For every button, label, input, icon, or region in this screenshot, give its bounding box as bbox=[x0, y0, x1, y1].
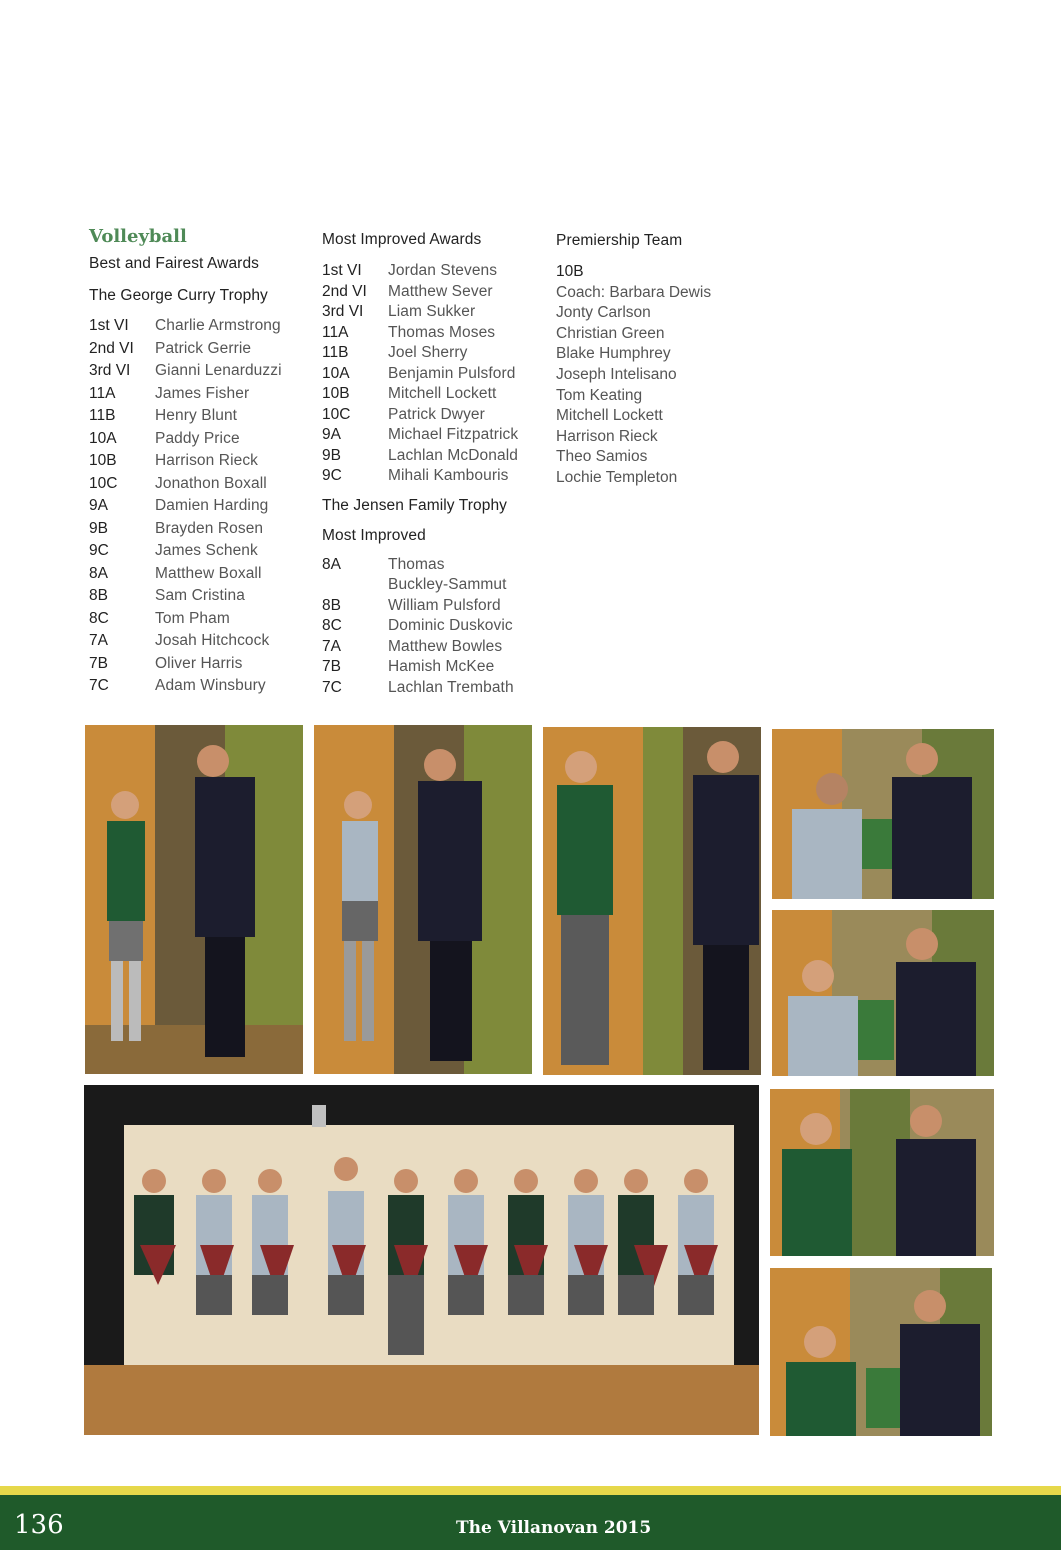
table-row bbox=[89, 585, 309, 608]
row-label: 11A bbox=[89, 384, 116, 402]
row-label: 11A bbox=[322, 323, 349, 341]
premiership-list bbox=[556, 262, 756, 489]
row-name: Gianni Lenarduzzi bbox=[155, 362, 282, 379]
table-row bbox=[322, 261, 542, 282]
table-row bbox=[322, 616, 542, 637]
row-label: 1st VI bbox=[89, 317, 129, 334]
row-name: Sam Cristina bbox=[155, 587, 245, 604]
table-row bbox=[322, 575, 542, 596]
table-row bbox=[322, 446, 542, 467]
row-label: 10C bbox=[89, 474, 118, 492]
list-item: Coach: Barbara Dewis bbox=[556, 283, 712, 301]
publication-title: The Villanovan 2015 bbox=[456, 1518, 652, 1538]
row-name: Lachlan McDonald bbox=[388, 446, 518, 464]
footer-stripe bbox=[0, 1486, 1061, 1495]
photo-team-group bbox=[84, 1085, 759, 1435]
table-row bbox=[89, 630, 309, 653]
table-row bbox=[322, 323, 542, 344]
row-label: 8B bbox=[322, 596, 341, 614]
table-row bbox=[89, 563, 309, 586]
row-label: 10B bbox=[89, 452, 117, 469]
table-row bbox=[322, 425, 542, 446]
row-label: 2nd VI bbox=[322, 282, 367, 300]
table-row bbox=[322, 466, 542, 487]
row-name: Adam Winsbury bbox=[155, 677, 266, 694]
row-label: 7A bbox=[89, 632, 108, 649]
row-label bbox=[322, 575, 388, 596]
list-item: Blake Humphrey bbox=[556, 345, 671, 363]
photo-presentation-3 bbox=[543, 727, 761, 1075]
table-row bbox=[89, 383, 309, 406]
row-name: Harrison Rieck bbox=[155, 452, 259, 469]
most-improved-table bbox=[322, 261, 542, 487]
row-label: 10A bbox=[322, 364, 350, 382]
row-label: 2nd VI bbox=[89, 339, 134, 357]
photo-presentation-4 bbox=[772, 729, 994, 899]
table-row bbox=[322, 282, 542, 303]
row-label: 9B bbox=[89, 519, 108, 537]
most-improved-heading: Most Improved Awards bbox=[322, 231, 482, 248]
table-row bbox=[89, 608, 309, 631]
row-name: Michael Fitzpatrick bbox=[388, 426, 519, 443]
row-name: Benjamin Pulsford bbox=[388, 364, 516, 382]
list-item: Lochie Templeton bbox=[556, 468, 678, 486]
row-label: 8C bbox=[89, 609, 109, 627]
row-name: Joel Sherry bbox=[388, 344, 468, 361]
row-label: 10B bbox=[322, 385, 350, 402]
row-name: Lachlan Trembath bbox=[388, 678, 514, 696]
best-fairest-heading: Best and Fairest Awards bbox=[89, 255, 260, 272]
best-fairest-table bbox=[89, 315, 309, 698]
row-name: Dominic Duskovic bbox=[388, 617, 513, 634]
table-row bbox=[322, 637, 542, 658]
table-row bbox=[89, 473, 309, 496]
table-row bbox=[322, 364, 542, 385]
row-name: Henry Blunt bbox=[155, 407, 238, 424]
list-item: Mitchell Lockett bbox=[556, 407, 663, 425]
section-title-volleyball: Volleyball bbox=[89, 226, 187, 247]
row-name: Buckley-Sammut bbox=[388, 576, 507, 593]
row-label: 9C bbox=[322, 467, 342, 484]
row-name: Thomas Moses bbox=[388, 323, 496, 341]
table-row bbox=[89, 338, 309, 361]
table-row bbox=[89, 450, 309, 473]
row-name: Brayden Rosen bbox=[155, 519, 264, 537]
jensen-trophy-heading: The Jensen Family Trophy bbox=[322, 496, 508, 514]
jensen-most-improved-subheading: Most Improved bbox=[322, 526, 426, 544]
table-row bbox=[322, 302, 542, 323]
table-row bbox=[89, 675, 309, 698]
row-label: 7B bbox=[89, 654, 108, 672]
row-label: 11B bbox=[322, 344, 349, 361]
row-name: Matthew Sever bbox=[388, 282, 493, 300]
row-name: Mihali Kambouris bbox=[388, 467, 509, 484]
list-item: Theo Samios bbox=[556, 448, 648, 466]
premiership-column bbox=[556, 232, 756, 489]
row-label: 8A bbox=[322, 555, 341, 573]
list-item: Tom Keating bbox=[556, 386, 643, 404]
table-row bbox=[89, 315, 309, 338]
row-label: 10C bbox=[322, 405, 351, 423]
row-name: Liam Sukker bbox=[388, 303, 476, 320]
list-item: Joseph Intelisano bbox=[556, 365, 677, 383]
row-name: Hamish McKee bbox=[388, 658, 495, 675]
row-name: Matthew Bowles bbox=[388, 637, 503, 655]
photo-presentation-7 bbox=[770, 1268, 992, 1436]
row-label: 7C bbox=[89, 677, 109, 694]
row-label: 11B bbox=[89, 407, 116, 424]
table-row bbox=[89, 518, 309, 541]
table-row bbox=[89, 405, 309, 428]
volleyball-column bbox=[89, 226, 309, 698]
row-label: 10A bbox=[89, 429, 117, 447]
list-item: Harrison Rieck bbox=[556, 427, 658, 445]
row-label: 3rd VI bbox=[322, 303, 364, 320]
table-row bbox=[89, 495, 309, 518]
row-name: Paddy Price bbox=[155, 429, 240, 447]
table-row bbox=[89, 653, 309, 676]
row-label: 3rd VI bbox=[89, 362, 131, 379]
jensen-table bbox=[322, 555, 542, 699]
table-row bbox=[322, 555, 542, 576]
row-name: James Fisher bbox=[155, 384, 250, 402]
photo-presentation-5 bbox=[772, 910, 994, 1076]
row-label: 8A bbox=[89, 564, 108, 582]
row-name: Matthew Boxall bbox=[155, 564, 262, 582]
row-label: 9C bbox=[89, 542, 109, 559]
table-row bbox=[322, 343, 542, 364]
row-name: Damien Harding bbox=[155, 497, 269, 514]
photo-presentation-1 bbox=[85, 725, 303, 1074]
table-row bbox=[322, 405, 542, 426]
table-row bbox=[322, 384, 542, 405]
row-name: Oliver Harris bbox=[155, 654, 243, 672]
row-label: 9B bbox=[322, 446, 341, 464]
table-row bbox=[89, 540, 309, 563]
row-name: Jordan Stevens bbox=[388, 262, 498, 279]
row-label: 8C bbox=[322, 617, 342, 634]
row-name: Patrick Dwyer bbox=[388, 405, 485, 423]
list-item: Jonty Carlson bbox=[556, 304, 651, 322]
table-row bbox=[89, 360, 309, 383]
list-item: 10B bbox=[556, 263, 584, 280]
photo-presentation-2 bbox=[314, 725, 532, 1074]
row-name: Thomas bbox=[388, 555, 445, 573]
premiership-heading: Premiership Team bbox=[556, 232, 683, 249]
table-row bbox=[322, 657, 542, 678]
row-name: Patrick Gerrie bbox=[155, 339, 252, 357]
table-row bbox=[322, 596, 542, 617]
row-label: 7C bbox=[322, 678, 342, 696]
photo-presentation-6 bbox=[770, 1089, 994, 1256]
row-name: Mitchell Lockett bbox=[388, 385, 497, 402]
most-improved-column bbox=[322, 231, 542, 698]
row-name: William Pulsford bbox=[388, 596, 501, 614]
list-item: Christian Green bbox=[556, 324, 665, 342]
table-row bbox=[322, 678, 542, 699]
row-name: Tom Pham bbox=[155, 609, 230, 627]
page-number: 136 bbox=[14, 1510, 64, 1540]
row-name: Jonathon Boxall bbox=[155, 474, 267, 492]
row-name: James Schenk bbox=[155, 542, 258, 559]
row-name: Josah Hitchcock bbox=[155, 632, 270, 649]
row-label: 1st VI bbox=[322, 262, 362, 279]
table-row bbox=[89, 428, 309, 451]
row-label: 7B bbox=[322, 658, 341, 675]
row-name: Charlie Armstrong bbox=[155, 317, 281, 334]
row-label: 9A bbox=[322, 426, 341, 443]
row-label: 8B bbox=[89, 587, 108, 604]
row-label: 7A bbox=[322, 637, 341, 655]
george-curry-trophy-heading: The George Curry Trophy bbox=[89, 287, 268, 304]
row-label: 9A bbox=[89, 497, 108, 514]
